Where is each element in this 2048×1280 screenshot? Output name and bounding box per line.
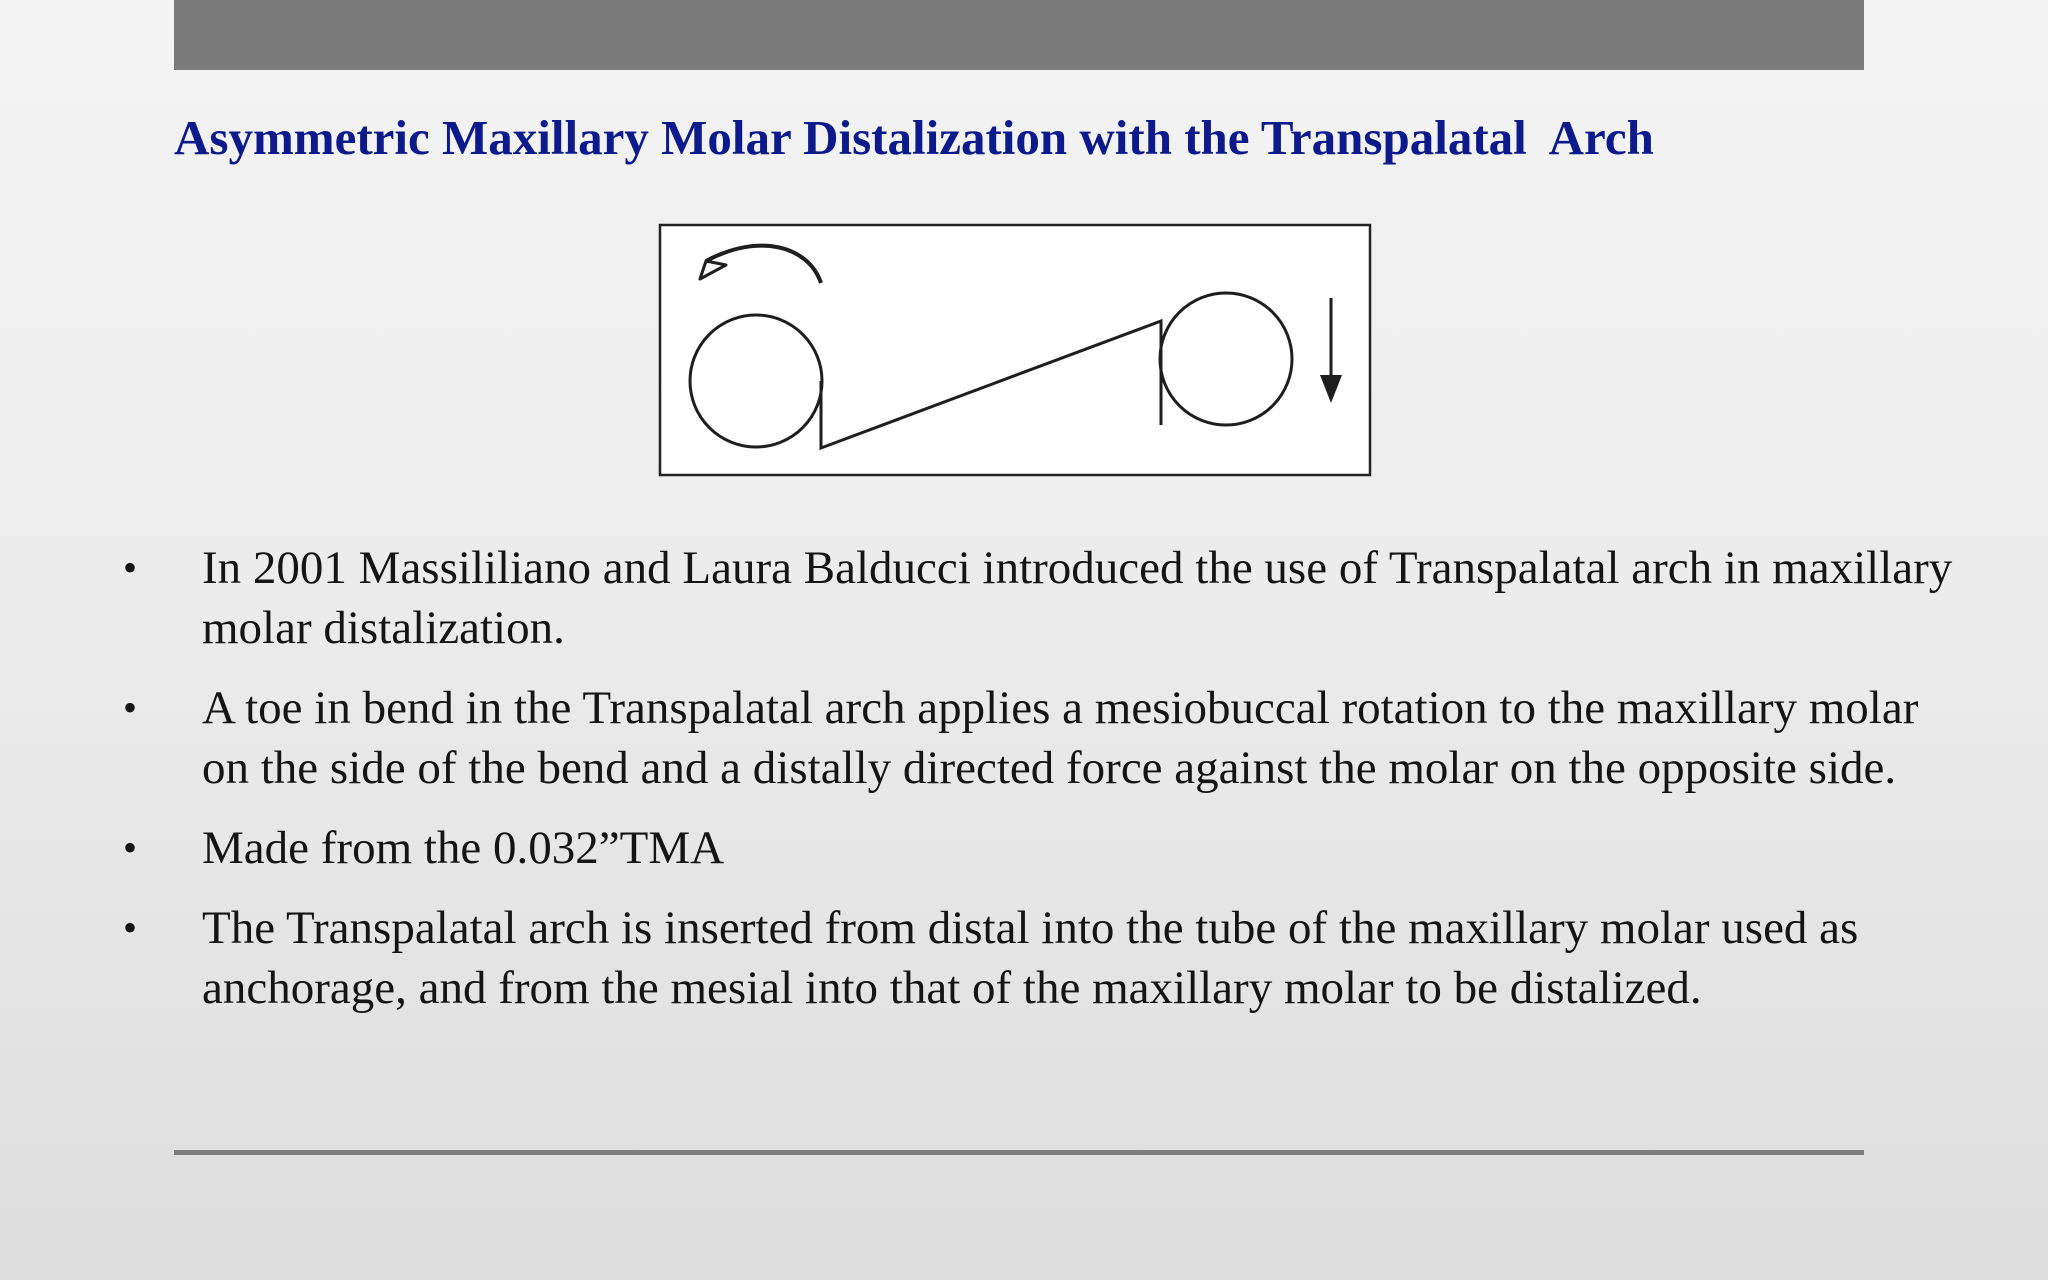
bullet-item (123, 538, 1962, 658)
top-bar (174, 0, 1864, 70)
bullet-marker: • (123, 905, 138, 950)
bullet-text: The Transpalatal arch is inserted from distal into the tube of the maxillary molar used as anchorage, and from the mesial into that of the maxillary molar to be distalized. (202, 902, 1859, 1014)
bullet-item (123, 818, 1962, 878)
bullet-item (123, 898, 1962, 1018)
bullet-text: In 2001 Massililiano and Laura Balducci introduced the use of Transpalatal arch in maxillary molar distalization. (202, 542, 1953, 654)
diagram-frame (660, 225, 1370, 475)
bullet-text: Made from the 0.032”TMA (202, 822, 725, 874)
bottom-rule (174, 1150, 1864, 1155)
slide-title: Asymmetric Maxillary Molar Distalization with the Transpalatal Arch (174, 110, 1654, 165)
bullet-list (123, 538, 1962, 1038)
transpalatal-arch-diagram (658, 223, 1372, 477)
bullet-text: A toe in bend in the Transpalatal arch applies a mesiobuccal rotation to the maxillary molar on the side of the bend and a distally directed force against the molar on the opposite side. (202, 682, 1919, 794)
bullet-marker: • (123, 545, 138, 590)
bullet-item (123, 678, 1962, 798)
bullet-marker: • (123, 685, 138, 730)
bullet-marker: • (123, 825, 138, 870)
